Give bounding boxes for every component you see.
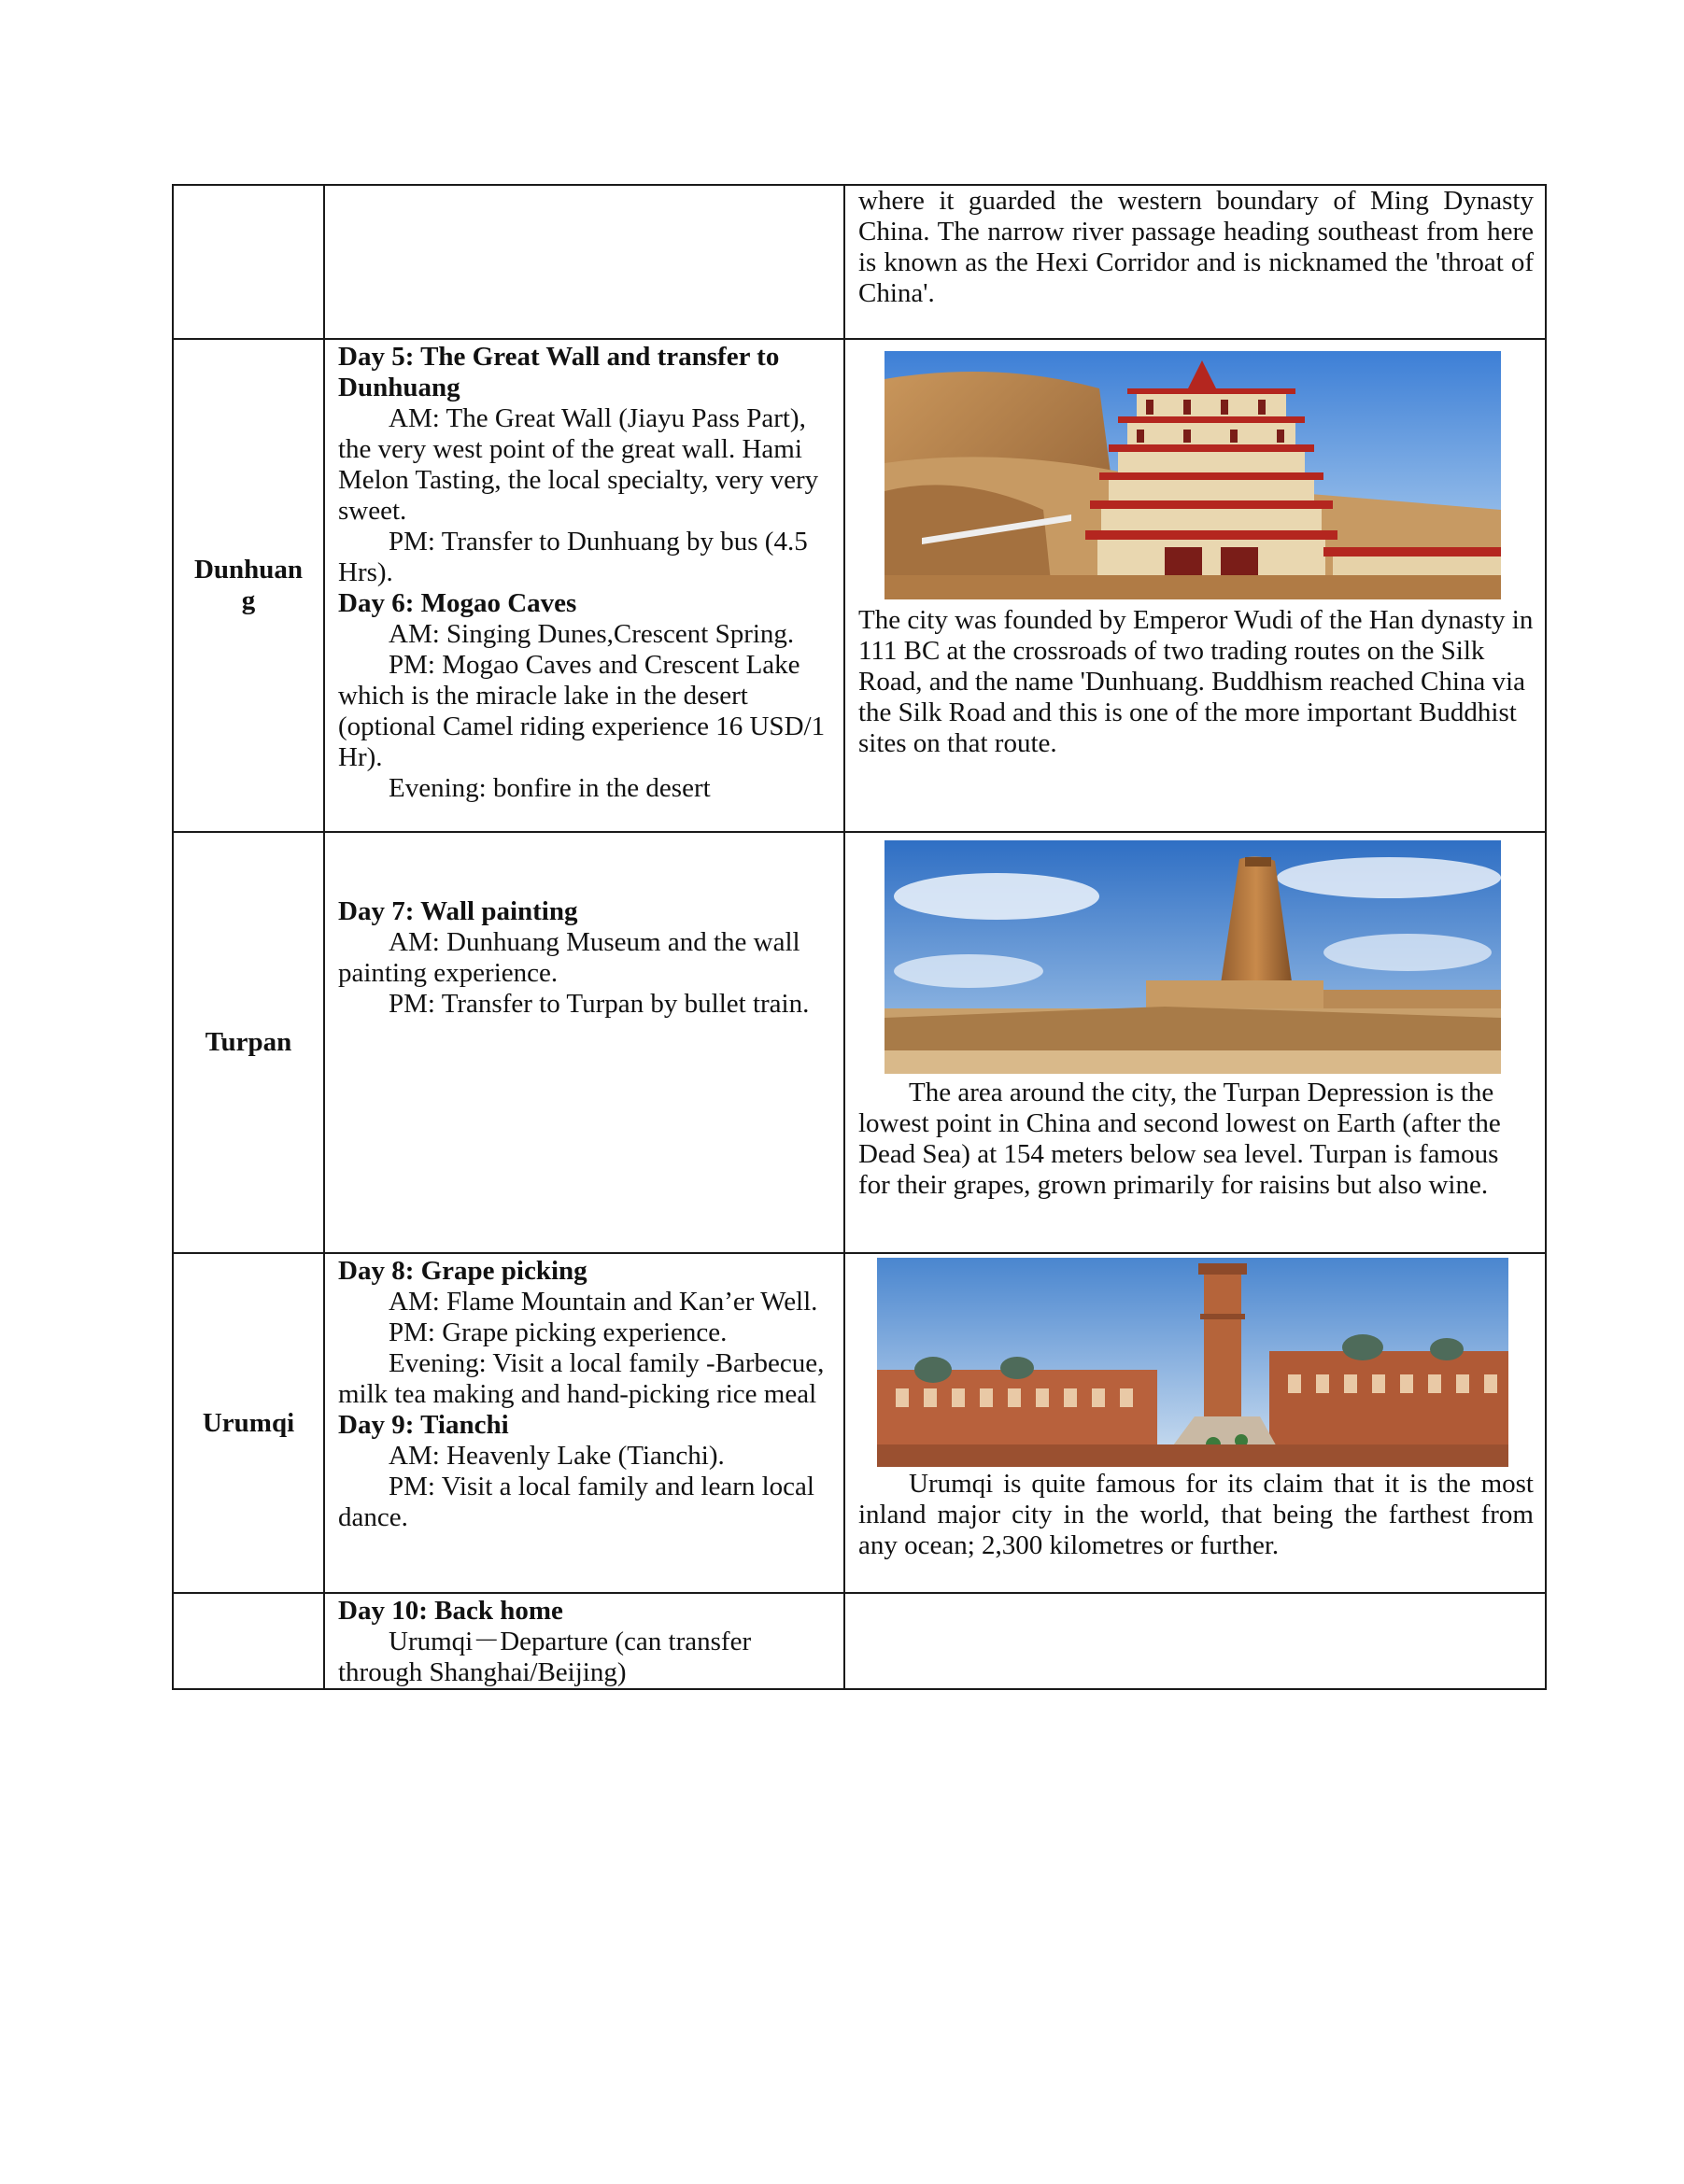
info-cell-empty — [844, 1593, 1546, 1689]
info-cell — [844, 185, 1546, 339]
table-row — [173, 1253, 1546, 1593]
city-cell-empty — [173, 185, 324, 339]
itinerary-table — [172, 184, 1547, 1690]
city-cell — [173, 1253, 324, 1593]
day-title: Day 6: Mogao Caves — [338, 588, 577, 618]
info-cell — [844, 339, 1546, 832]
plan-line: AM: Singing Dunes,Crescent Spring. — [389, 619, 795, 649]
info-text: The area around the city, the Turpan Depression is the lowest point in China and second lowest on Earth (after the Dead Sea) at 154 meters below sea level. Turpan is famous for their grapes, grown primarily for raisins but also wine. — [858, 1078, 1501, 1200]
day-title: Day 8: Grape picking — [338, 1256, 587, 1286]
table-row — [173, 339, 1546, 832]
plan-cell — [324, 1253, 844, 1593]
city-cell — [173, 832, 324, 1253]
table-row — [173, 185, 1546, 339]
plan-line: Evening: Visit a local family -Barbecue, milk tea making and hand-picking rice meal — [338, 1348, 825, 1409]
plan-line: AM: Heavenly Lake (Tianchi). — [389, 1441, 725, 1471]
plan-line: PM: Transfer to Dunhuang by bus (4.5 Hrs). — [338, 527, 808, 587]
info-cell — [844, 1253, 1546, 1593]
day-title: Day 5: The Great Wall and transfer to Dunhuang — [338, 342, 780, 402]
plan-cell — [324, 339, 844, 832]
plan-line: Urumqi－Departure (can transfer through Shanghai/Beijing) — [338, 1627, 752, 1687]
info-text: where it guarded the western boundary of Ming Dynasty China. The narrow river passage heading southeast from here is known as the Hexi Corridor and is nicknamed the 'throat of China'. — [858, 186, 1534, 308]
table-row — [173, 1593, 1546, 1689]
plan-line: PM: Grape picking experience. — [389, 1317, 728, 1347]
plan-line: AM: Flame Mountain and Kan’er Well. — [389, 1287, 818, 1317]
info-text: Urumqi is quite famous for its claim that it is the most inland major city in the world, that being the farthest from any ocean; 2,300 kilometres or further. — [858, 1469, 1534, 1560]
day-title: Day 7: Wall painting — [338, 896, 578, 926]
plan-cell — [324, 832, 844, 1253]
city-cell-empty — [173, 1593, 324, 1689]
city-name: Dunhuang — [193, 555, 304, 615]
city-name: Urumqi — [202, 1407, 295, 1438]
day-title: Day 9: Tianchi — [338, 1410, 509, 1440]
info-text: The city was founded by Emperor Wudi of the Han dynasty in 111 BC at the crossroads of two trading routes on the Silk Road, and the name 'Dunhuang. Buddhism reached China via the Silk Road and this is one of the more important Buddhist sites on that route. — [858, 605, 1534, 758]
plan-line: PM: Transfer to Turpan by bullet train. — [389, 989, 810, 1019]
plan-line: Evening: bonfire in the desert — [389, 773, 711, 803]
city-name: Turpan — [205, 1027, 292, 1057]
plan-line: PM: Visit a local family and learn local dance. — [338, 1472, 814, 1532]
info-cell — [844, 832, 1546, 1253]
plan-line: PM: Mogao Caves and Crescent Lake which is the miracle lake in the desert (optional Camel riding experience 16 USD/1 Hr). — [338, 650, 826, 772]
city-cell — [173, 339, 324, 832]
table-row — [173, 832, 1546, 1253]
plan-line: AM: The Great Wall (Jiayu Pass Part), the very west point of the great wall. Hami Melon Tasting, the local specialty, very very sweet. — [338, 403, 819, 526]
emin-minaret-photo — [884, 840, 1501, 1074]
grand-bazaar-photo — [877, 1258, 1508, 1467]
plan-cell — [324, 1593, 844, 1689]
plan-line: AM: Dunhuang Museum and the wall painting experience. — [338, 927, 800, 988]
mogao-caves-pagoda-photo — [884, 351, 1501, 599]
plan-cell-empty — [324, 185, 844, 339]
day-title: Day 10: Back home — [338, 1596, 563, 1626]
